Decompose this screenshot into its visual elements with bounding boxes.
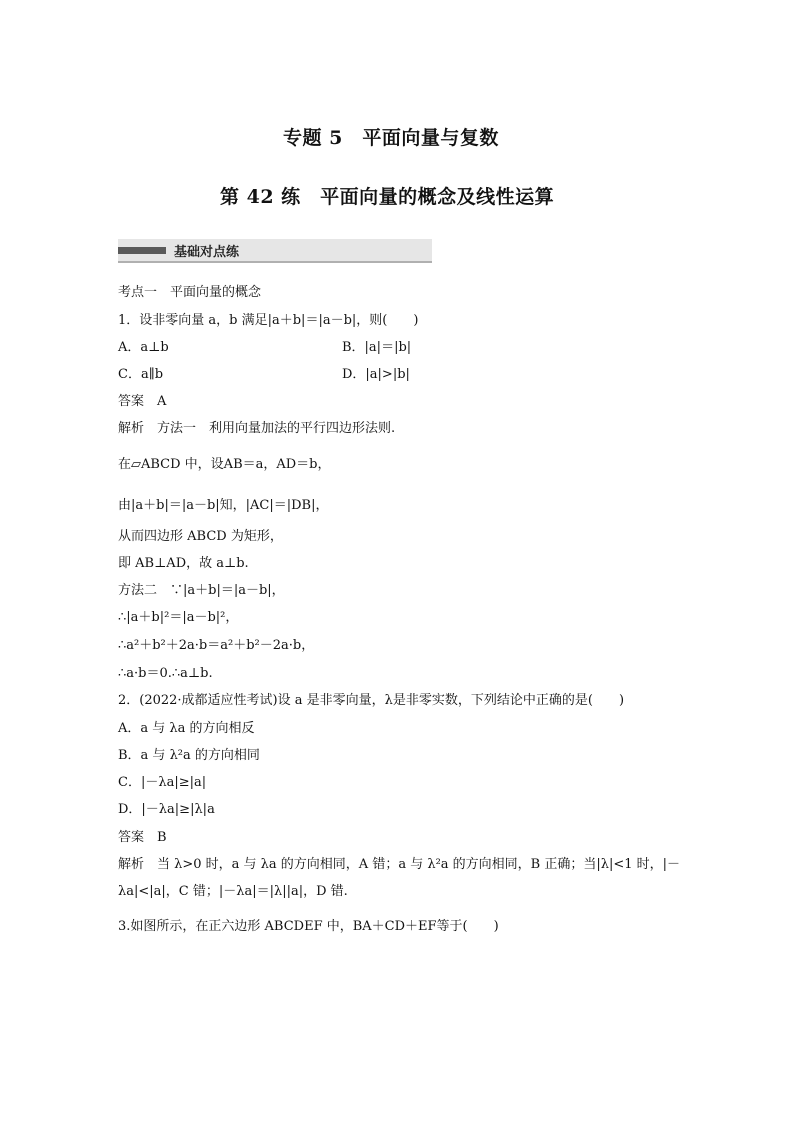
topic-title: 专题 5 平面向量与复数: [283, 127, 499, 149]
q1-option-a: A．a⊥b: [118, 340, 169, 355]
q2-option-d: D．|－λa|≥|λ|a: [118, 802, 215, 817]
lesson-title: 第 42 练 平面向量的概念及线性运算: [220, 186, 555, 208]
q1-option-d: D．|a|>|b|: [342, 367, 410, 382]
q2-analysis-line-1: 解析 当 λ>0 时，a 与 λa 的方向相同，A 错；a 与 λ²a 的方向相同，B 正确；当|λ|<1 时，|－: [118, 857, 681, 872]
q1-stem: 1．设非零向量 a，b 满足|a＋b|＝|a－b|，则( ): [118, 313, 419, 328]
q1-option-c: C．a∥b: [118, 367, 164, 382]
knowledge-point-1: 考点一 平面向量的概念: [118, 285, 262, 300]
section-header: [118, 239, 432, 263]
q1-analysis-line-4: 从而四边形 ABCD 为矩形，: [118, 529, 283, 544]
q2-stem: 2．(2022·成都适应性考试)设 a 是非零向量，λ是非零实数，下列结论中正确的是( ): [118, 693, 625, 708]
q1-answer: 答案 A: [118, 394, 167, 409]
section-bar-marker: [118, 247, 166, 254]
q1-analysis-line-7: ∴|a＋b|²＝|a－b|²，: [118, 610, 239, 625]
q1-analysis-line-5: 即 AB⊥AD，故 a⊥b.: [118, 556, 249, 571]
q1-analysis-line-3: 由|a＋b|＝|a－b|知，|AC|＝|DB|，: [118, 498, 329, 513]
q1-analysis-line-6: 方法二 ∵|a＋b|＝|a－b|，: [118, 583, 285, 598]
section-bar-rule: [118, 261, 432, 263]
q2-option-c: C．|－λa|≥|a|: [118, 775, 207, 790]
q2-analysis-line-2: λa|<|a|，C 错；|－λa|＝|λ||a|，D 错.: [118, 884, 348, 899]
q1-analysis-line-8: ∴a²＋b²＋2a·b＝a²＋b²－2a·b，: [118, 638, 315, 653]
q3-stem: 3.如图所示，在正六边形 ABCDEF 中，BA＋CD＋EF等于( ): [118, 919, 499, 934]
q1-analysis-line-1: 解析 方法一 利用向量加法的平行四边形法则.: [118, 421, 396, 436]
q2-option-a: A．a 与 λa 的方向相反: [118, 721, 255, 736]
section-label: 基础对点练: [174, 245, 240, 260]
q2-option-b: B．a 与 λ²a 的方向相同: [118, 748, 260, 763]
q2-answer: 答案 B: [118, 830, 167, 845]
q1-analysis-line-9: ∴a·b＝0.∴a⊥b.: [118, 666, 213, 681]
q1-option-b: B．|a|＝|b|: [342, 340, 412, 355]
q1-analysis-line-2: 在▱ABCD 中，设AB＝a，AD＝b，: [118, 457, 331, 472]
